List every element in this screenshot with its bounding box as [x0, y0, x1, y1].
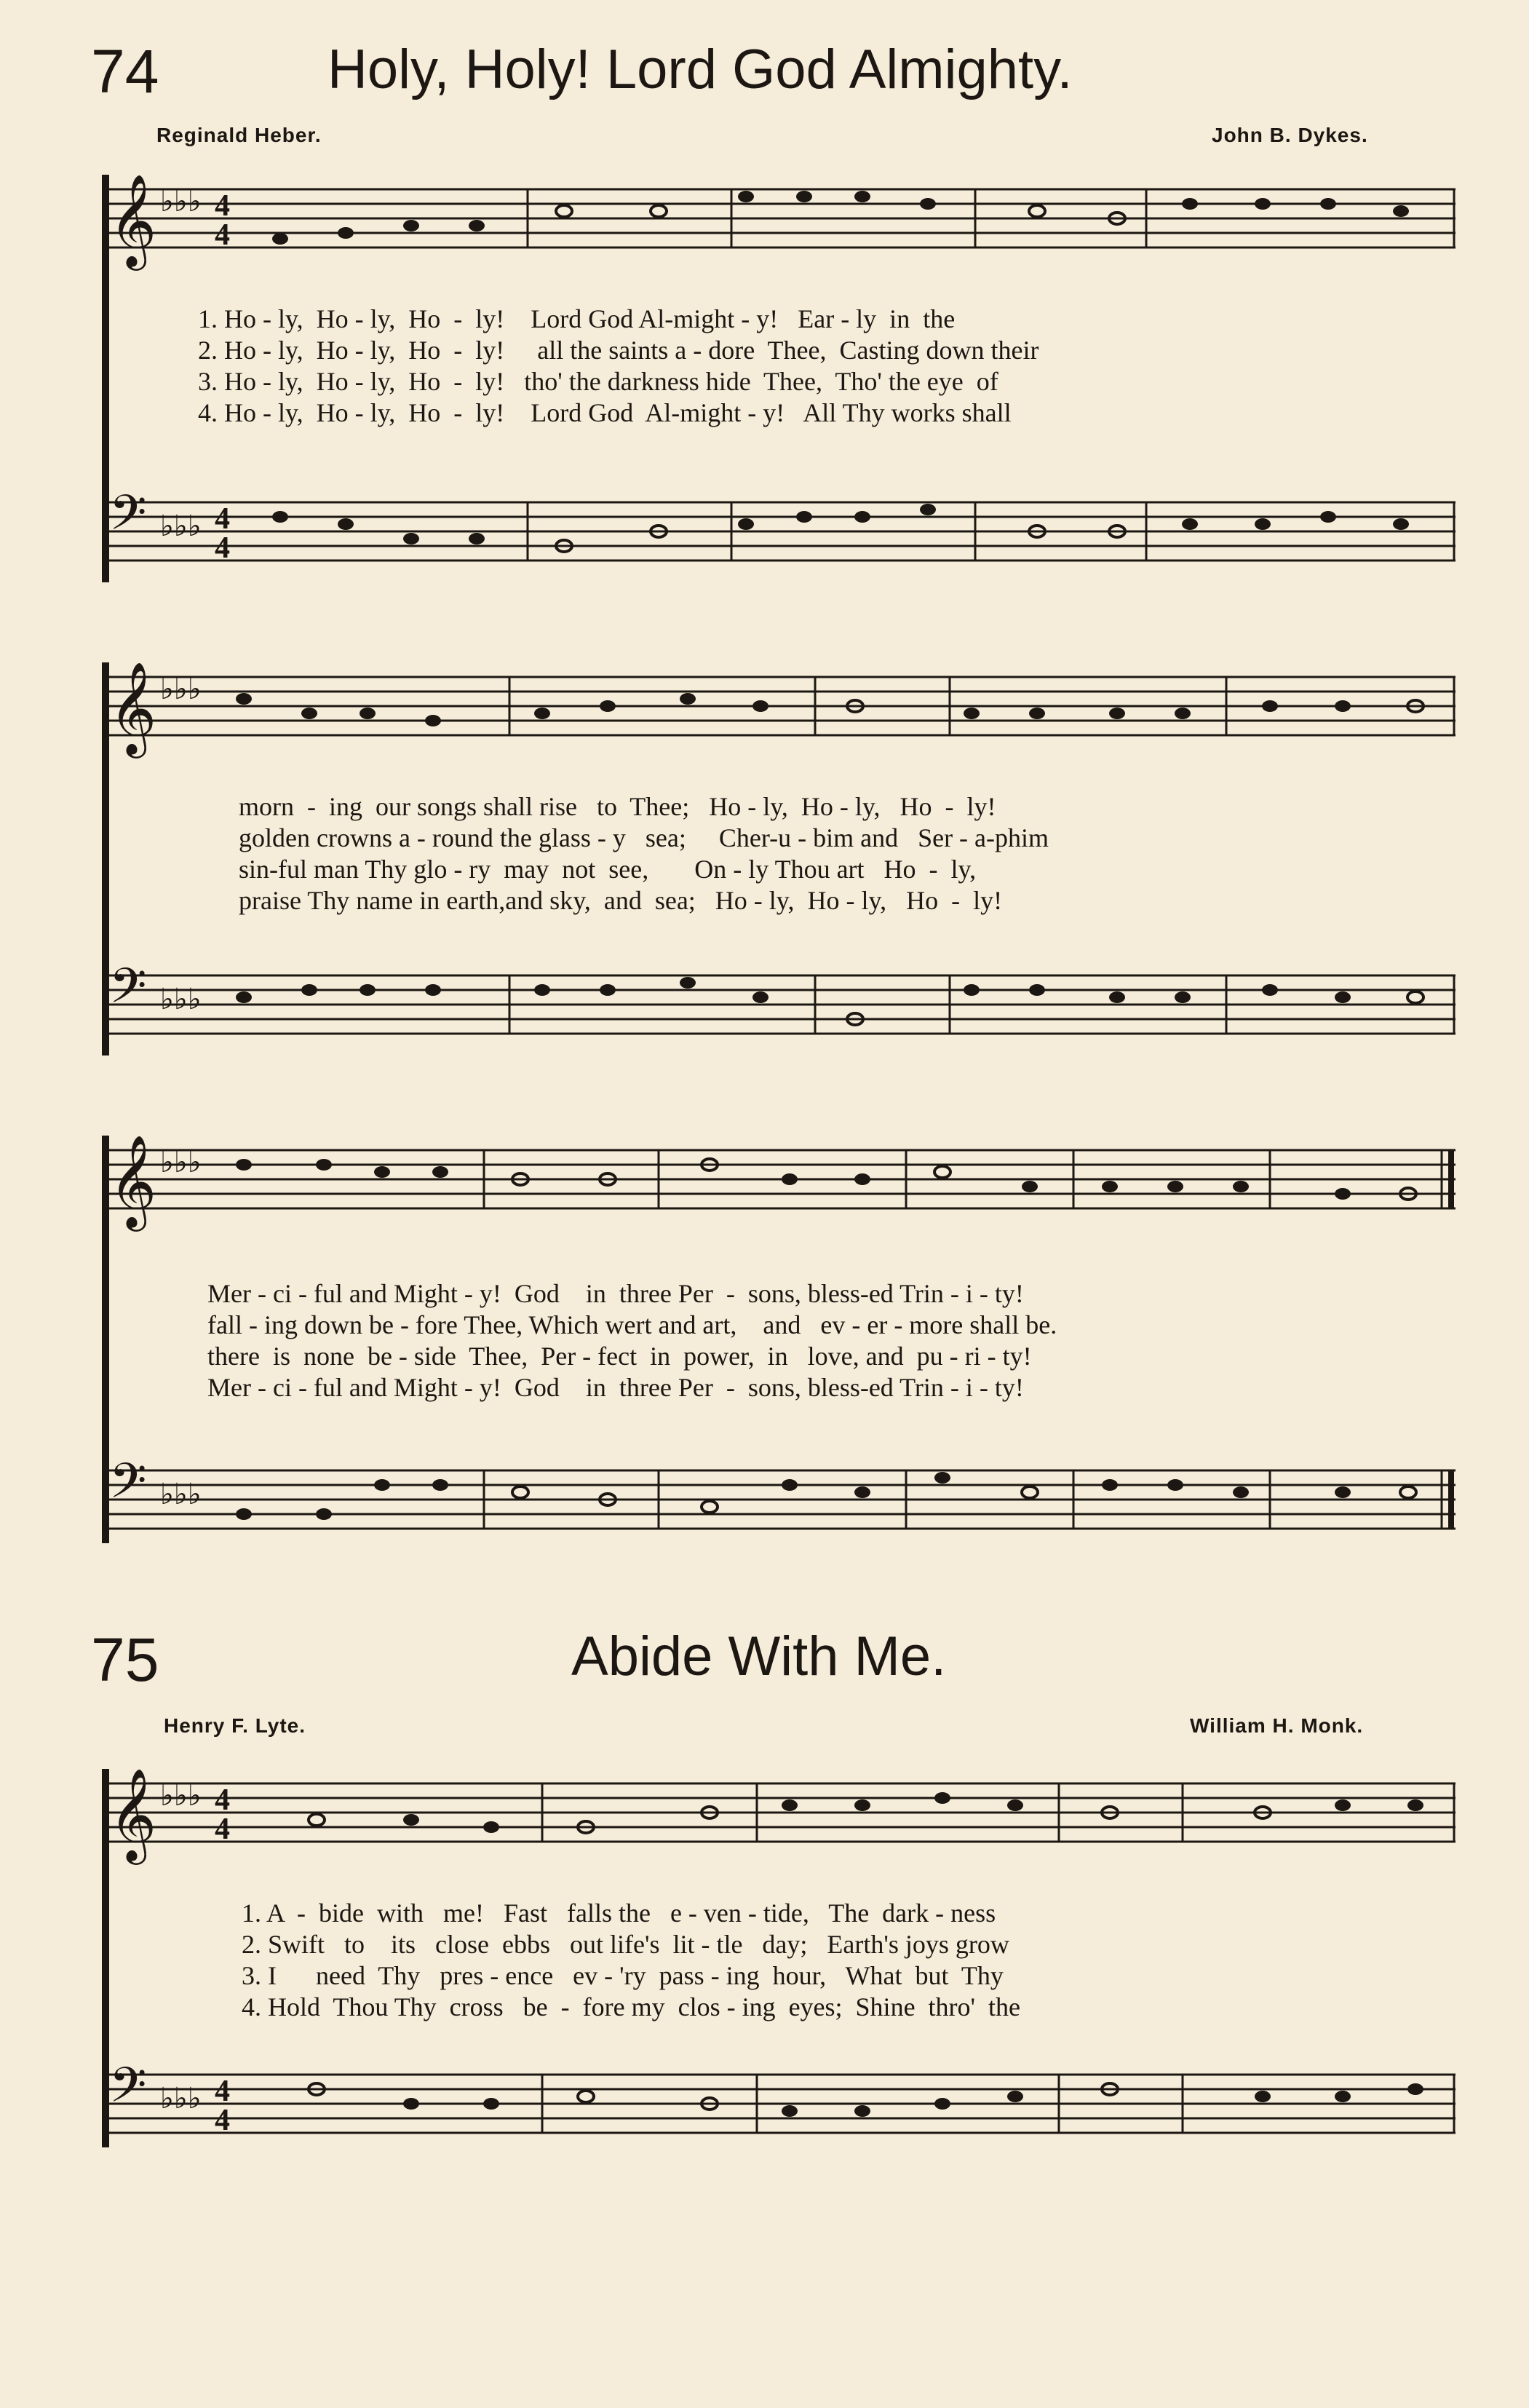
svg-text:4: 4 — [215, 218, 230, 252]
svg-text:𝄢: 𝄢 — [109, 488, 147, 552]
treble-staff — [106, 1137, 1455, 1226]
lyric-verse-2: fall - ing down be - fore Thee, Which wert and art, and ev - er - more shall be. — [207, 1310, 1057, 1339]
lyric-verse-3: 3. I need Thy pres - ence ev - 'ry pass - ing hour, What but Thy — [242, 1961, 1004, 1990]
svg-text:♭♭♭: ♭♭♭ — [160, 185, 202, 218]
svg-text:♭♭♭: ♭♭♭ — [160, 983, 202, 1015]
lyric-verse-3: 3. Ho - ly, Ho - ly, Ho - ly! tho' the darkness hide Thee, Tho' the eye of — [198, 367, 998, 396]
lyric-verse-2: 2. Ho - ly, Ho - ly, Ho - ly! all the saints a - dore Thee, Casting down their — [198, 336, 1039, 365]
svg-text:4: 4 — [215, 531, 230, 565]
lyric-verse-4: praise Thy name in earth,and sky, and sea; Ho - ly, Ho - ly, Ho - ly! — [239, 886, 1003, 915]
svg-text:♭♭♭: ♭♭♭ — [160, 2082, 202, 2115]
treble-staff — [106, 1770, 1455, 1859]
hymn-title: Holy, Holy! Lord God Almighty. — [327, 39, 1073, 100]
bass-staff — [106, 961, 1455, 1048]
composer-credit: John B. Dykes. — [1212, 124, 1368, 146]
svg-text:𝄞: 𝄞 — [109, 664, 157, 753]
lyric-verse-1: 1. A - bide with me! Fast falls the e - ven - tide, The dark - ness — [242, 1898, 996, 1928]
lyricist-credit: Henry F. Lyte. — [164, 1714, 306, 1737]
hymn-title: Abide With Me. — [571, 1625, 947, 1687]
hymn-number: 75 — [91, 1625, 159, 1694]
svg-text:4: 4 — [215, 2104, 230, 2137]
lyric-verse-4: Mer - ci - ful and Might - y! God in three Per - sons, bless-ed Trin - i - ty! — [207, 1373, 1024, 1402]
lyric-verse-2: 2. Swift to its close ebbs out life's lit - tle day; Earth's joys grow — [242, 1930, 1009, 1959]
treble-staff — [106, 176, 1455, 265]
svg-text:♭♭♭: ♭♭♭ — [160, 1779, 202, 1812]
svg-text:𝄞: 𝄞 — [109, 176, 157, 265]
svg-text:♭♭♭: ♭♭♭ — [160, 1478, 202, 1510]
composer-credit: William H. Monk. — [1190, 1714, 1364, 1737]
svg-text:𝄢: 𝄢 — [109, 961, 147, 1025]
svg-text:𝄢: 𝄢 — [109, 2060, 147, 2124]
svg-text:♭♭♭: ♭♭♭ — [160, 510, 202, 542]
svg-text:𝄞: 𝄞 — [109, 1770, 157, 1859]
lyric-verse-2: golden crowns a - round the glass - y sea; Cher-u - bim and Ser - a-phim — [239, 823, 1049, 852]
svg-text:4: 4 — [215, 2075, 230, 2108]
lyricist-credit: Reginald Heber. — [156, 124, 322, 146]
lyric-verse-4: 4. Hold Thou Thy cross be - fore my clos - ing eyes; Shine thro' the — [242, 1992, 1020, 2021]
lyric-verse-3: there is none be - side Thee, Per - fect in power, in love, and pu - ri - ty! — [207, 1342, 1032, 1371]
lyric-verse-4: 4. Ho - ly, Ho - ly, Ho - ly! Lord God Al-might - y! All Thy works shall — [198, 398, 1012, 427]
bass-staff — [106, 488, 1455, 575]
bass-staff — [106, 1456, 1455, 1543]
lyric-verse-1: Mer - ci - ful and Might - y! God in three Per - sons, bless-ed Trin - i - ty! — [207, 1279, 1024, 1308]
lyric-verse-1: 1. Ho - ly, Ho - ly, Ho - ly! Lord God Al-might - y! Ear - ly in the — [198, 304, 956, 333]
svg-text:4: 4 — [215, 1813, 230, 1846]
treble-staff — [106, 664, 1455, 753]
svg-text:4: 4 — [215, 1783, 230, 1817]
svg-text:4: 4 — [215, 502, 230, 536]
svg-text:𝄢: 𝄢 — [109, 1456, 147, 1520]
hymn-number: 74 — [91, 37, 159, 106]
lyric-verse-1: morn - ing our songs shall rise to Thee; Ho - ly, Ho - ly, Ho - ly! — [239, 792, 996, 821]
svg-text:♭♭♭: ♭♭♭ — [160, 673, 202, 705]
lyric-verse-3: sin-ful man Thy glo - ry may not see, On - ly Thou art Ho - ly, — [239, 855, 977, 884]
svg-text:♭♭♭: ♭♭♭ — [160, 1146, 202, 1179]
bass-staff — [106, 2060, 1455, 2147]
svg-text:4: 4 — [215, 189, 230, 223]
svg-text:𝄞: 𝄞 — [109, 1137, 157, 1226]
